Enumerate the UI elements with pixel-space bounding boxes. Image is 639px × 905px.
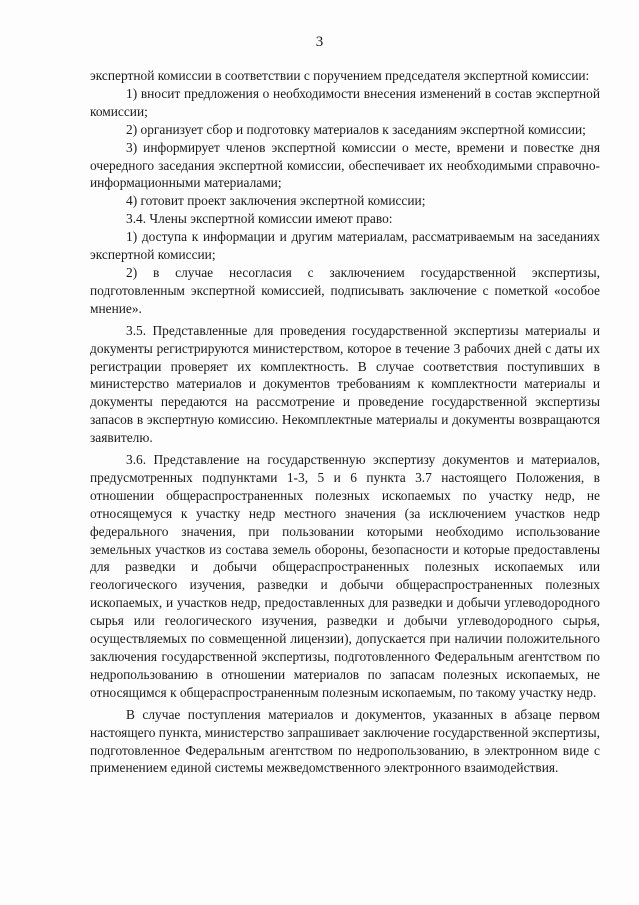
paragraph-3-6: 3.6. Представление на государственную экспертизу документов и материалов, предусмотренных подпунктами 1-3, 5 и 6 пункта 3.7 настоящего Положения, в отношении общераспространенных полезных ископаемых по участку недр, не относящемуся к участку недр местного значения (за исключением участков недр федерального значения, при пользовании которыми необходимо использование земельных участков из состава земель обороны, безопасности и которые предоставлены для разведки и добычи общераспространенных полезных ископаемых или геологического изучения, разведки и добычи общераспространенных полезных ископаемых, и участков недр, предоставленных для разведки и добычи углеводородного сырья или геологического изучения, разведки и добычи углеводородного сырья, осуществляемых по совмещенной лицензии), допускается при наличии положительного заключения государственной экспертизы, подготовленного Федеральным агентством по недропользованию в отношении материалов по запасам полезных ископаемых, не относящимся к общераспространенным полезным ископаемым, по такому участку недр. bbox=[90, 452, 600, 700]
paragraph-3-4-item-2: 2) в случае несогласия с заключением государственной экспертизы, подготовленным экспертной комиссией, подписывать заключение с пометкой «особое мнение». bbox=[90, 264, 600, 316]
paragraph-item-4: 4) готовит проект заключения экспертной комиссии; bbox=[126, 193, 426, 209]
paragraph-item-1: 1) вносит предложения о необходимости внесения изменений в состав экспертной комиссии; bbox=[90, 85, 600, 119]
paragraph-continuation: экспертной комиссии в соответствии с поручением председателя экспертной комиссии: bbox=[90, 68, 590, 83]
paragraph-item-3: 3) информирует членов экспертной комиссии о месте, времени и повестке дня очередного заседания экспертной комиссии, обеспечивает их необходимыми справочно-информационными материалами; bbox=[90, 139, 600, 191]
paragraph-3-5: 3.5. Представленные для проведения государственной экспертизы материалы и документы регистрируются министерством, которое в течение 3 рабочих дней с даты их регистрации проверяет их комплектность. В случае соответствия поступивших в министерство материалов и документов требованиям к комплектности материалы и документы передаются на рассмотрение и проведение государственной экспертизы запасов в экспертную комиссию. Некомплектные материалы и документы возвращаются заявителю. bbox=[90, 322, 600, 446]
paragraph-item-2: 2) организует сбор и подготовку материалов к заседаниям экспертной комиссии; bbox=[126, 121, 586, 137]
paragraph-3-4-heading: 3.4. Члены экспертной комиссии имеют право: bbox=[126, 211, 393, 227]
paragraph-3-6-second: В случае поступления материалов и документов, указанных в абзаце первом настоящего пункта, министерство запрашивает заключение государственной экспертизы, подготовленное Федеральным агентством по недропользованию, в электронном виде с применением единой системы межведомственного электронного взаимодействия. bbox=[90, 706, 600, 776]
paragraph-3-4-item-1: 1) доступа к информации и другим материалам, рассматриваемым на заседаниях экспертной комиссии; bbox=[90, 229, 600, 263]
document-body bbox=[90, 67, 600, 777]
page-number: 3 bbox=[315, 34, 324, 50]
